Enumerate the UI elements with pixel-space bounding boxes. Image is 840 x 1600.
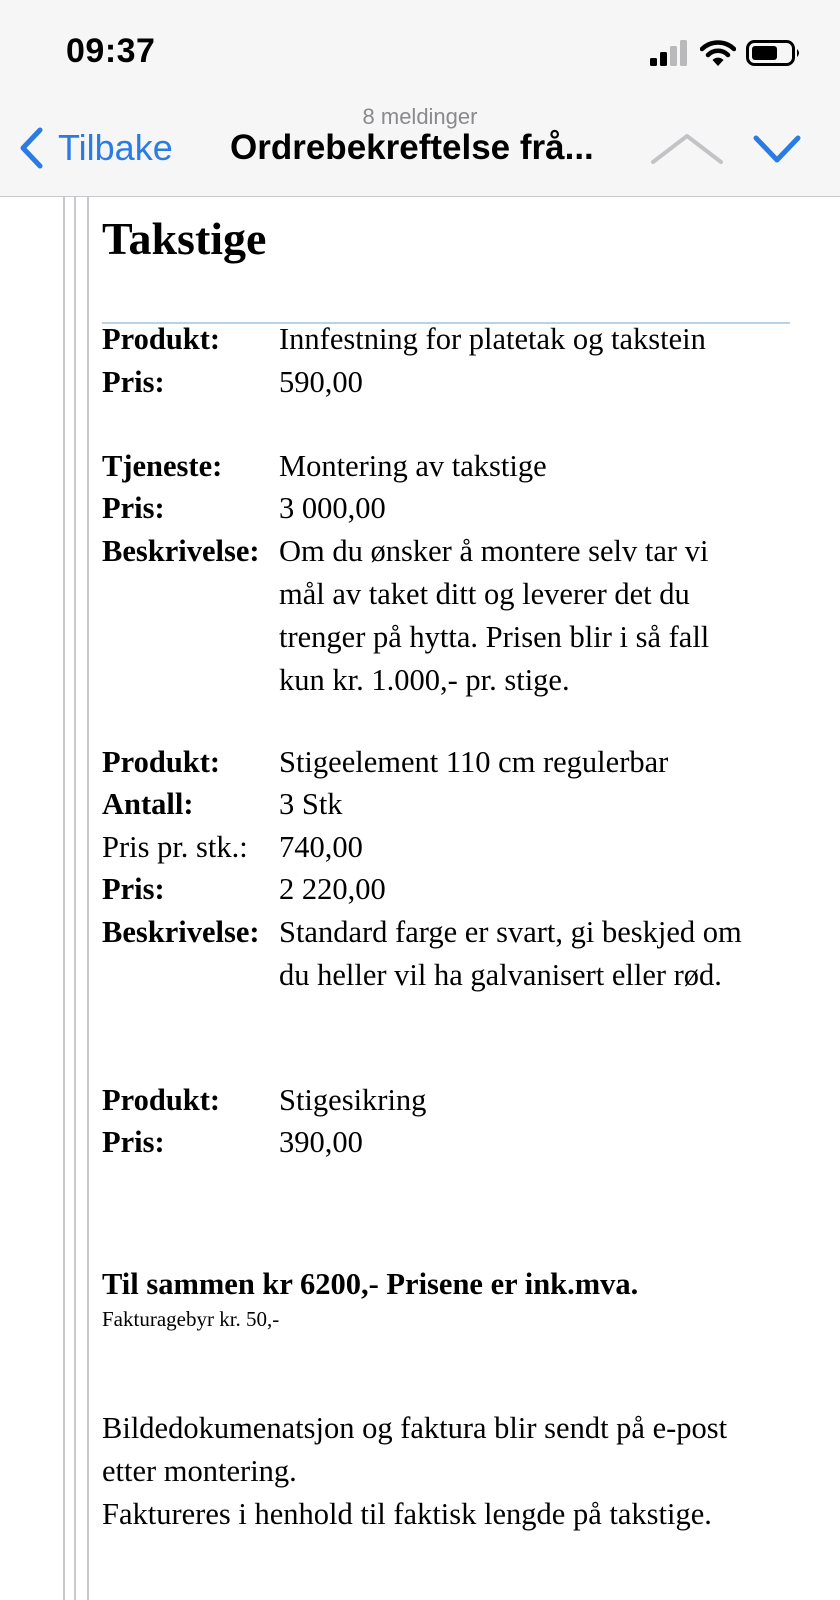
back-button[interactable] — [18, 124, 173, 172]
row-label: Pris: — [102, 872, 165, 906]
message-count: 8 meldinger — [362, 104, 478, 129]
row-label: Beskrivelse: — [102, 915, 260, 949]
email-heading: Takstige — [102, 213, 267, 264]
row-label: Pris: — [102, 365, 165, 399]
row-value: Stigesikring — [279, 1083, 427, 1117]
row-label: Produkt: — [102, 745, 221, 779]
order-row — [102, 826, 792, 869]
row-value: 740,00 — [279, 830, 363, 864]
status-time: 09:37 — [66, 32, 156, 70]
row-label: Produkt: — [102, 322, 221, 356]
email-footer — [102, 1407, 762, 1536]
order-row — [102, 868, 792, 911]
quote-bar — [87, 197, 89, 1600]
footer-line: Bildedokumenatsjon og faktura blir sendt på e-post etter montering. — [102, 1411, 728, 1488]
row-value: 3 Stk — [279, 787, 343, 821]
order-row — [102, 783, 792, 826]
row-label: Tjeneste: — [102, 449, 223, 483]
order-row — [102, 530, 792, 702]
invoice-fee: Fakturagebyr kr. 50,- — [102, 1307, 280, 1331]
order-row — [102, 741, 792, 784]
row-value: 590,00 — [279, 365, 363, 399]
row-label: Pris: — [102, 491, 165, 525]
order-total: Til sammen kr 6200,- Prisene er ink.mva. — [102, 1267, 639, 1301]
footer-line: Faktureres i henhold til faktisk lengde på takstige. — [102, 1497, 712, 1531]
order-row — [102, 911, 792, 997]
next-message-chevron-down-icon[interactable] — [752, 130, 802, 170]
row-label: Pris: — [102, 1125, 165, 1159]
row-value: 2 220,00 — [279, 872, 386, 906]
cellular-signal-icon — [650, 40, 690, 66]
row-value: Innfestning for platetak og takstein — [279, 322, 706, 356]
row-label: Produkt: — [102, 1083, 221, 1117]
row-value: 390,00 — [279, 1125, 363, 1159]
row-label: Beskrivelse: — [102, 534, 260, 568]
chevron-left-icon — [18, 126, 44, 170]
top-bar — [0, 0, 840, 197]
row-value: Stigeelement 110 cm regulerbar — [279, 745, 669, 779]
row-value: 3 000,00 — [279, 491, 386, 525]
page-title: Ordrebekreftelse frå... — [230, 128, 594, 167]
back-button-label: Tilbake — [58, 127, 173, 168]
wifi-icon — [700, 38, 736, 68]
row-label: Pris pr. stk.: — [102, 830, 248, 864]
battery-icon — [746, 40, 802, 66]
quote-bar — [63, 197, 65, 1600]
quote-bar — [74, 197, 76, 1600]
row-value: Om du ønsker å montere selv tar vi mål av taket ditt og leverer det du trenger på hytta. Prisen blir i så fall kun kr. 1.000,- pr. stige. — [279, 534, 710, 697]
previous-message-chevron-up-icon[interactable] — [648, 130, 726, 170]
order-row — [102, 445, 792, 488]
order-row — [102, 1079, 792, 1122]
row-value: Standard farge er svart, gi beskjed om du heller vil ha galvanisert eller rød. — [279, 915, 742, 992]
order-row — [102, 361, 792, 404]
row-label: Antall: — [102, 787, 194, 821]
order-row — [102, 487, 792, 530]
row-value: Montering av takstige — [279, 449, 547, 483]
order-row — [102, 318, 792, 361]
order-row — [102, 1121, 792, 1164]
